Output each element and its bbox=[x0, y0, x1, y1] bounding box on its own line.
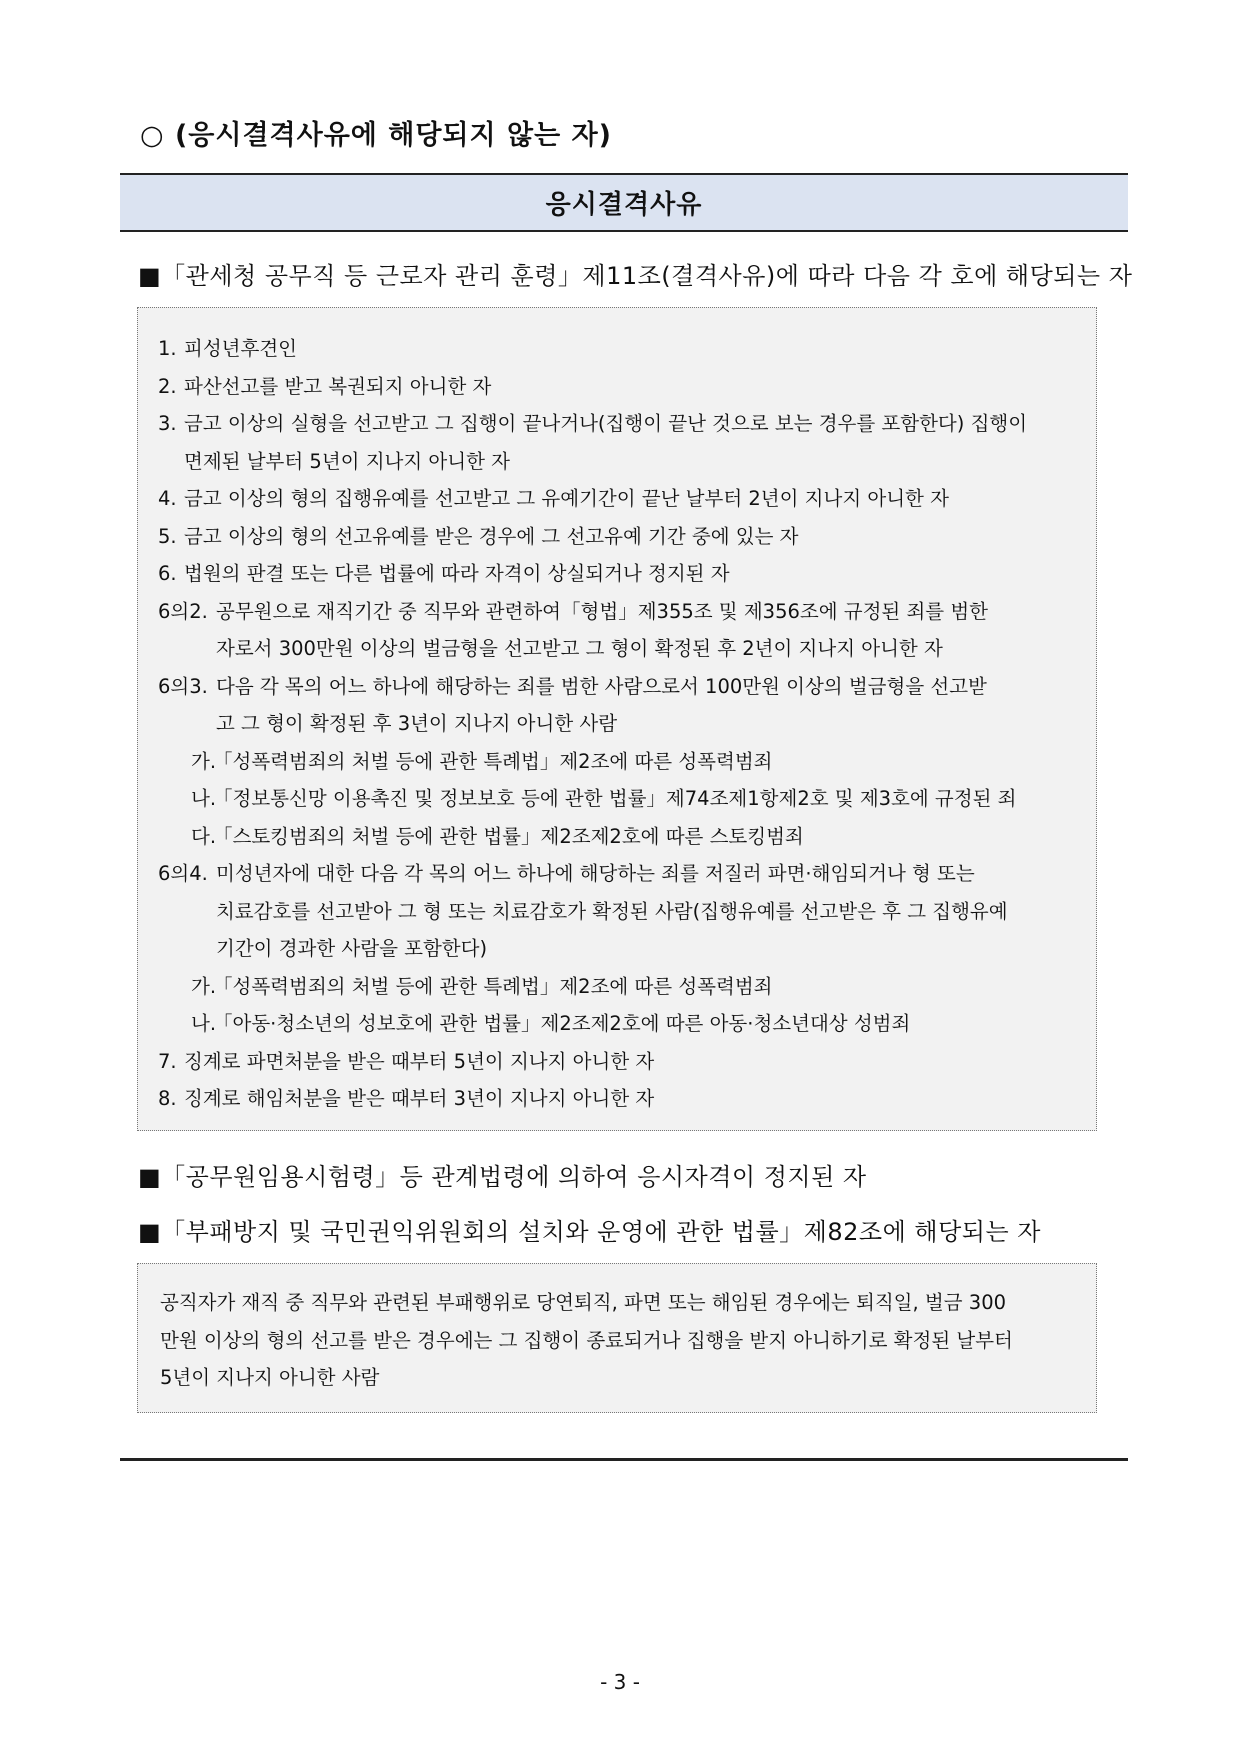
list-item-text: 법원의 판결 또는 다른 법률에 따라 자격이 상실되거나 정지된 자 bbox=[184, 562, 730, 585]
list-item-number: 나. bbox=[191, 1012, 217, 1035]
list-item-text: 미성년자에 대한 다음 각 목의 어느 하나에 해당하는 죄를 저질러 파면·해임되거나 형 또는 bbox=[216, 862, 975, 885]
list-item-number: 8. bbox=[158, 1087, 177, 1110]
list-item-text: 공무원으로 재직기간 중 직무와 관련하여「형법」제355조 및 제356조에 규정된 죄를 범한 bbox=[216, 599, 989, 623]
list-item-number: 3. bbox=[158, 412, 177, 435]
list-item-number: 7. bbox=[158, 1049, 177, 1073]
list-item-text: 금고 이상의 실형을 선고받고 그 집행이 끝나거나(집행이 끝난 것으로 보는 경우를 포함한다) 집행이 bbox=[184, 412, 1028, 435]
list-item-text: 면제된 날부터 5년이 지나지 아니한 자 bbox=[184, 449, 510, 473]
title-band-text: 응시결격사유 bbox=[545, 190, 703, 220]
list-item-text: 고 그 형이 확정된 후 3년이 지나지 아니한 사람 bbox=[216, 712, 618, 735]
anti-corruption-box bbox=[137, 1263, 1097, 1413]
section-heading-3: ■「부패방지 및 국민권익위원회의 설치와 운영에 관한 법률」제82조에 해당되는 자 bbox=[138, 1218, 1041, 1246]
list-item-number: 6의2. bbox=[158, 599, 208, 623]
list-item-number: 2. bbox=[158, 374, 177, 398]
section-heading-1: ■「관세청 공무직 등 근로자 관리 훈령」제11조(결격사유)에 따라 다음 각 호에 해당되는 자 bbox=[138, 262, 1133, 290]
list-item-text: 징계로 파면처분을 받은 때부터 5년이 지나지 아니한 자 bbox=[184, 1049, 655, 1073]
list-item-number: 다. bbox=[191, 824, 217, 848]
list-item-text: 자로서 300만원 이상의 벌금형을 선고받고 그 형이 확정된 후 2년이 지나지 아니한 자 bbox=[216, 637, 943, 660]
list-item-text: 금고 이상의 형의 집행유예를 선고받고 그 유예기간이 끝난 날부터 2년이 지나지 아니한 자 bbox=[184, 487, 949, 510]
list-item-number: 가. bbox=[191, 974, 217, 998]
section-heading-2: ■「공무원임용시험령」등 관계법령에 의하여 응시자격이 정지된 자 bbox=[138, 1163, 867, 1191]
list-item-text: 치료감호를 선고받아 그 형 또는 치료감호가 확정된 사람(집행유예를 선고받은 후 그 집행유예 bbox=[216, 899, 1008, 923]
list-item-text: 징계로 해임처분을 받은 때부터 3년이 지나지 아니한 자 bbox=[184, 1087, 655, 1110]
list-item-text: 기간이 경과한 사람을 포함한다) bbox=[216, 937, 488, 960]
list-item-number: 4. bbox=[158, 487, 177, 510]
list-item-number: 5. bbox=[158, 524, 177, 548]
page-heading: ○ (응시결격사유에 해당되지 않는 자) bbox=[140, 120, 612, 151]
list-item-text: 「성폭력범죄의 처벌 등에 관한 특례법」제2조에 따른 성폭력범죄 bbox=[213, 749, 773, 773]
box-text-line: 5년이 지나지 아니한 사람 bbox=[160, 1366, 380, 1389]
title-band bbox=[120, 173, 1128, 232]
list-item-number: 가. bbox=[191, 749, 217, 773]
list-item-text: 「아동·청소년의 성보호에 관한 법률」제2조제2호에 따른 아동·청소년대상 성범죄 bbox=[213, 1012, 911, 1035]
list-item-number: 나. bbox=[191, 787, 217, 810]
list-item-text: 파산선고를 받고 복권되지 아니한 자 bbox=[184, 374, 492, 398]
footer-rule bbox=[120, 1458, 1128, 1461]
list-item-text: 금고 이상의 형의 선고유예를 받은 경우에 그 선고유예 기간 중에 있는 자 bbox=[184, 524, 799, 548]
list-item-text: 「성폭력범죄의 처벌 등에 관한 특례법」제2조에 따른 성폭력범죄 bbox=[213, 974, 773, 998]
list-item-text: 다음 각 목의 어느 하나에 해당하는 죄를 범한 사람으로서 100만원 이상의 벌금형을 선고받 bbox=[216, 674, 987, 698]
list-item-text: 피성년후견인 bbox=[184, 337, 298, 360]
box-text-line: 만원 이상의 형의 선고를 받은 경우에는 그 집행이 종료되거나 집행을 받지 아니하기로 확정된 날부터 bbox=[160, 1328, 1013, 1352]
page-number: - 3 - bbox=[600, 1670, 640, 1694]
list-item-number: 6의3. bbox=[158, 674, 208, 698]
list-item-number: 6의4. bbox=[158, 862, 208, 885]
disqualification-list-box bbox=[137, 307, 1097, 1131]
list-item-number: 6. bbox=[158, 562, 177, 585]
list-item-text: 「정보통신망 이용촉진 및 정보보호 등에 관한 법률」제74조제1항제2호 및 제3호에 규정된 죄 bbox=[213, 787, 1017, 810]
list-item-number: 1. bbox=[158, 337, 177, 360]
box-text-line: 공직자가 재직 중 직무와 관련된 부패행위로 당연퇴직, 파면 또는 해임된 경우에는 퇴직일, 벌금 300 bbox=[160, 1291, 1007, 1314]
list-item-text: 「스토킹범죄의 처벌 등에 관한 법률」제2조제2호에 따른 스토킹범죄 bbox=[213, 824, 804, 848]
